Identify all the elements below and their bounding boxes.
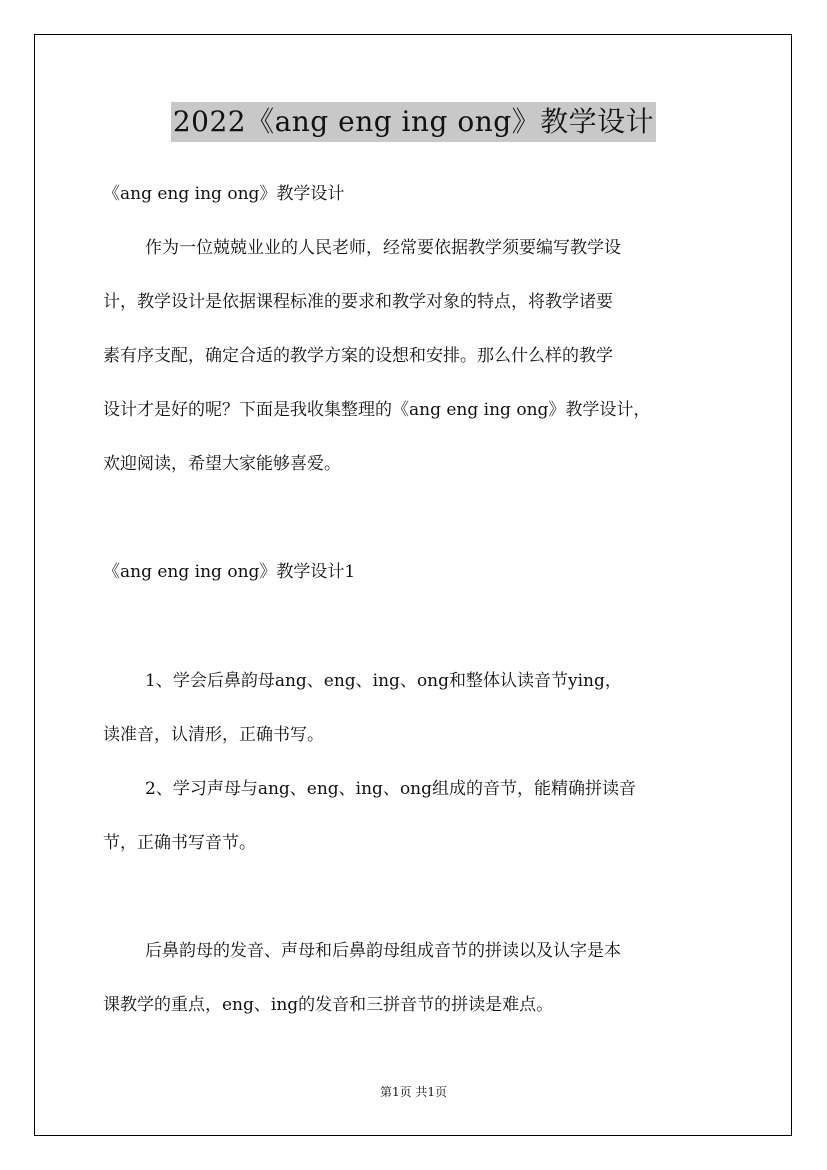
intro-line: 计，教学设计是依据课程标准的要求和教学对象的特点，将教学诸要: [103, 292, 613, 312]
goal-2-line: 2、学习声母与ang、eng、ing、ong组成的音节，能精确拼读音: [145, 779, 637, 799]
section-heading: 《ang eng ing ong》教学设计1: [103, 562, 356, 582]
intro-line: 素有序支配，确定合适的教学方案的设想和安排。那么什么样的教学: [103, 346, 613, 366]
page-footer: 第1页 共1页: [379, 1085, 448, 1099]
goal-1-line: 读准音，认清形，正确书写。: [103, 725, 324, 745]
document-subtitle: 《ang eng ing ong》教学设计: [103, 184, 345, 204]
focus-line: 课教学的重点，eng、ing的发音和三拼音节的拼读是难点。: [103, 995, 554, 1015]
goal-1-line: 1、学会后鼻韵母ang、eng、ing、ong和整体认读音节ying，: [145, 671, 622, 691]
goal-2-line: 节，正确书写音节。: [103, 833, 256, 853]
document-title: 2022《ang eng ing ong》教学设计: [171, 102, 656, 142]
title-container: [0, 102, 827, 142]
focus-line: 后鼻韵母的发音、声母和后鼻韵母组成音节的拼读以及认字是本: [145, 941, 621, 961]
intro-line: 作为一位兢兢业业的人民老师，经常要依据教学须要编写教学设: [145, 238, 621, 258]
intro-line: 欢迎阅读，希望大家能够喜爱。: [103, 454, 341, 474]
intro-line: 设计才是好的呢？下面是我收集整理的《ang eng ing ong》教学设计，: [103, 400, 651, 420]
